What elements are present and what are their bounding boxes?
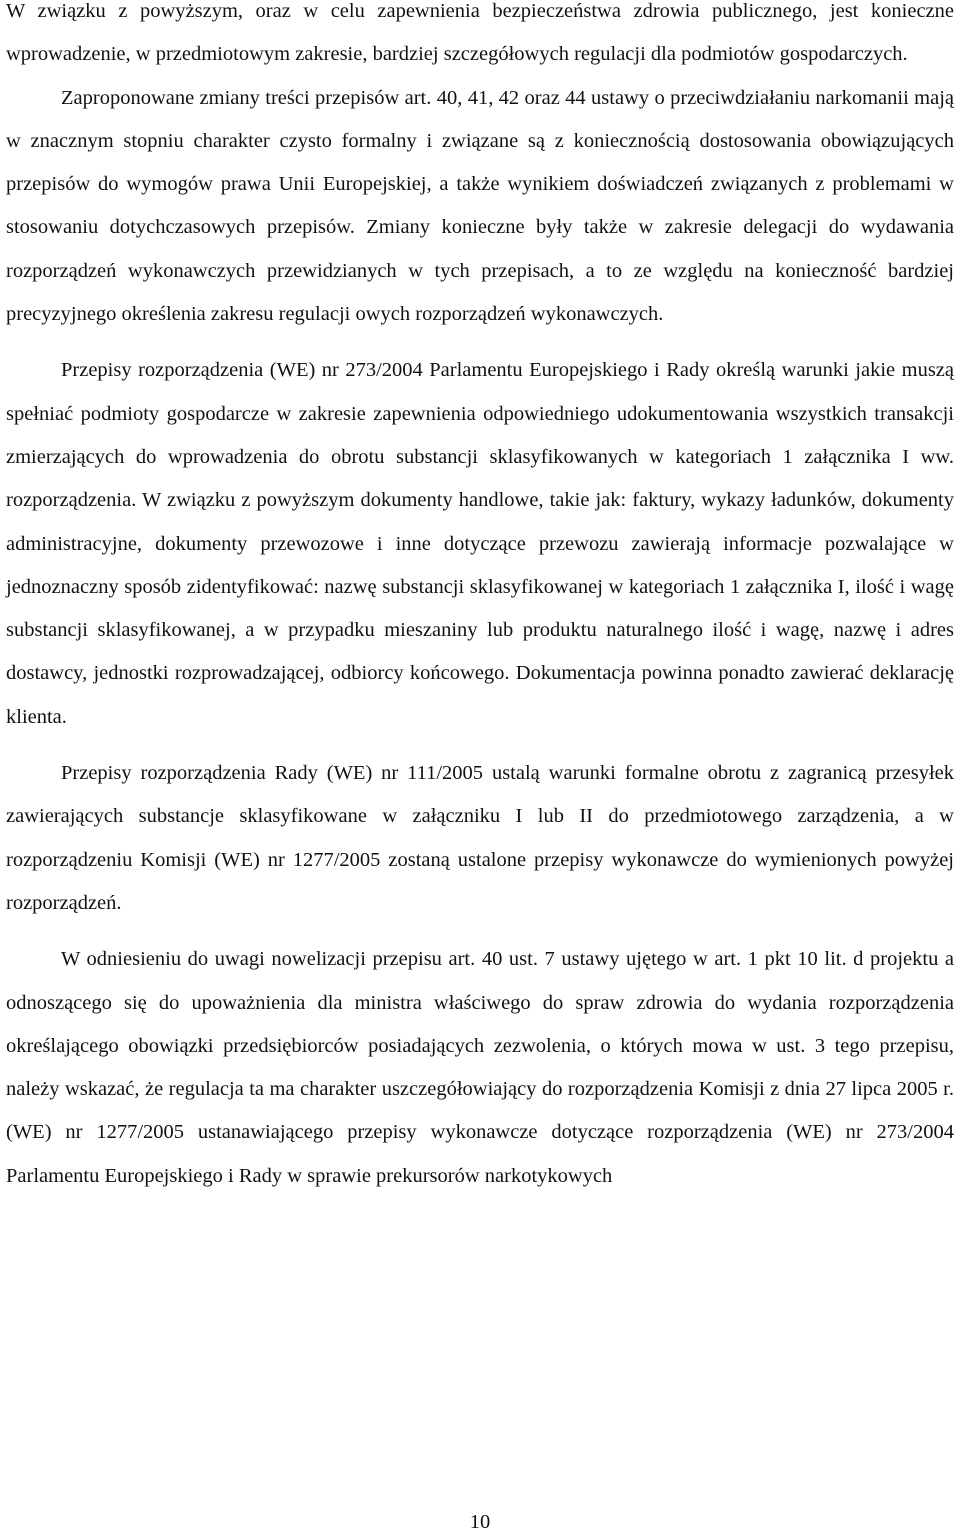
paragraph-spacer — [6, 925, 954, 938]
paragraph-1: W związku z powyższym, oraz w celu zapewnienia bezpieczeństwa zdrowia publicznego, jest konieczne wprowadzenie, w przedmiotowym zakresie, bardziej szczegółowych regulacji dla podmiotów gospodarczych. — [6, 0, 954, 66]
paragraph-spacer — [6, 336, 954, 349]
document-page — [6, 0, 954, 1198]
paragraph-spacer — [6, 739, 954, 752]
paragraph-2: Zaproponowane zmiany treści przepisów art. 40, 41, 42 oraz 44 ustawy o przeciwdziałaniu narkomanii mają w znacznym stopniu charakter czysto formalny i związane są z koniecznością dostosowania obowiązujących przepisów do wymogów prawa Unii Europejskiej, a także wynikiem doświadczeń związanych z problemami w stosowaniu dotychczasowych przepisów. Zmiany konieczne były także w zakresie delegacji do wydawania rozporządzeń wykonawczych przewidzianych w tych przepisach, a to ze względu na konieczność bardziej precyzyjnego określenia zakresu regulacji owych rozporządzeń wykonawczych. — [6, 86, 954, 326]
paragraph-3: Przepisy rozporządzenia (WE) nr 273/2004 Parlamentu Europejskiego i Rady określą warunki jakie muszą spełniać podmioty gospodarcze w zakresie zapewnienia odpowiedniego udokumentowania wszystkich transakcji zmierzających do wprowadzenia do obrotu substancji sklasyfikowanych w kategoriach 1 załącznika I ww. rozporządzenia. W związku z powyższym dokumenty handlowe, takie jak: faktury, wykazy ładunków, dokumenty administracyjne, dokumenty przewozowe i inne dotyczące przewozu zawierają informacje pozwalające w jednoznaczny sposób zidentyfikować: nazwę substancji sklasyfikowanej w kategoriach 1 załącznika I, ilość i wagę substancji sklasyfikowanej, a w przypadku mieszaniny lub produktu naturalnego ilość i wagę, nazwę i adres dostawcy, jednostki rozprowadzającej, odbiorcy końcowego. Dokumentacja powinna ponadto zawierać deklarację klienta. — [6, 359, 954, 728]
paragraph-5: W odniesieniu do uwagi nowelizacji przepisu art. 40 ust. 7 ustawy ujętego w art. 1 pkt 10 lit. d projektu a odnoszącego się do upoważnienia dla ministra właściwego do spraw zdrowia do wydania rozporządzenia określającego obowiązki przedsiębiorców posiadających zezwolenia, o których mowa w ust. 3 tego przepisu, należy wskazać, że regulacja ta ma charakter uszczegółowiający do rozporządzenia Komisji z dnia 27 lipca 2005 r. (WE) nr 1277/2005 ustanawiającego przepisy wykonawcze dotyczące rozporządzenia (WE) nr 273/2004 Parlamentu Europejskiego i Rady w sprawie prekursorów narkotykowych — [6, 948, 954, 1187]
page-number: 10 — [469, 1511, 491, 1533]
paragraph-4: Przepisy rozporządzenia Rady (WE) nr 111/2005 ustalą warunki formalne obrotu z zagranicą przesyłek zawierających substancje sklasyfikowane w załączniku I lub II do przedmiotowego zarządzenia, a w rozporządzeniu Komisji (WE) nr 1277/2005 zostaną ustalone przepisy wykonawcze do wymienionych powyżej rozporządzeń. — [6, 762, 954, 914]
